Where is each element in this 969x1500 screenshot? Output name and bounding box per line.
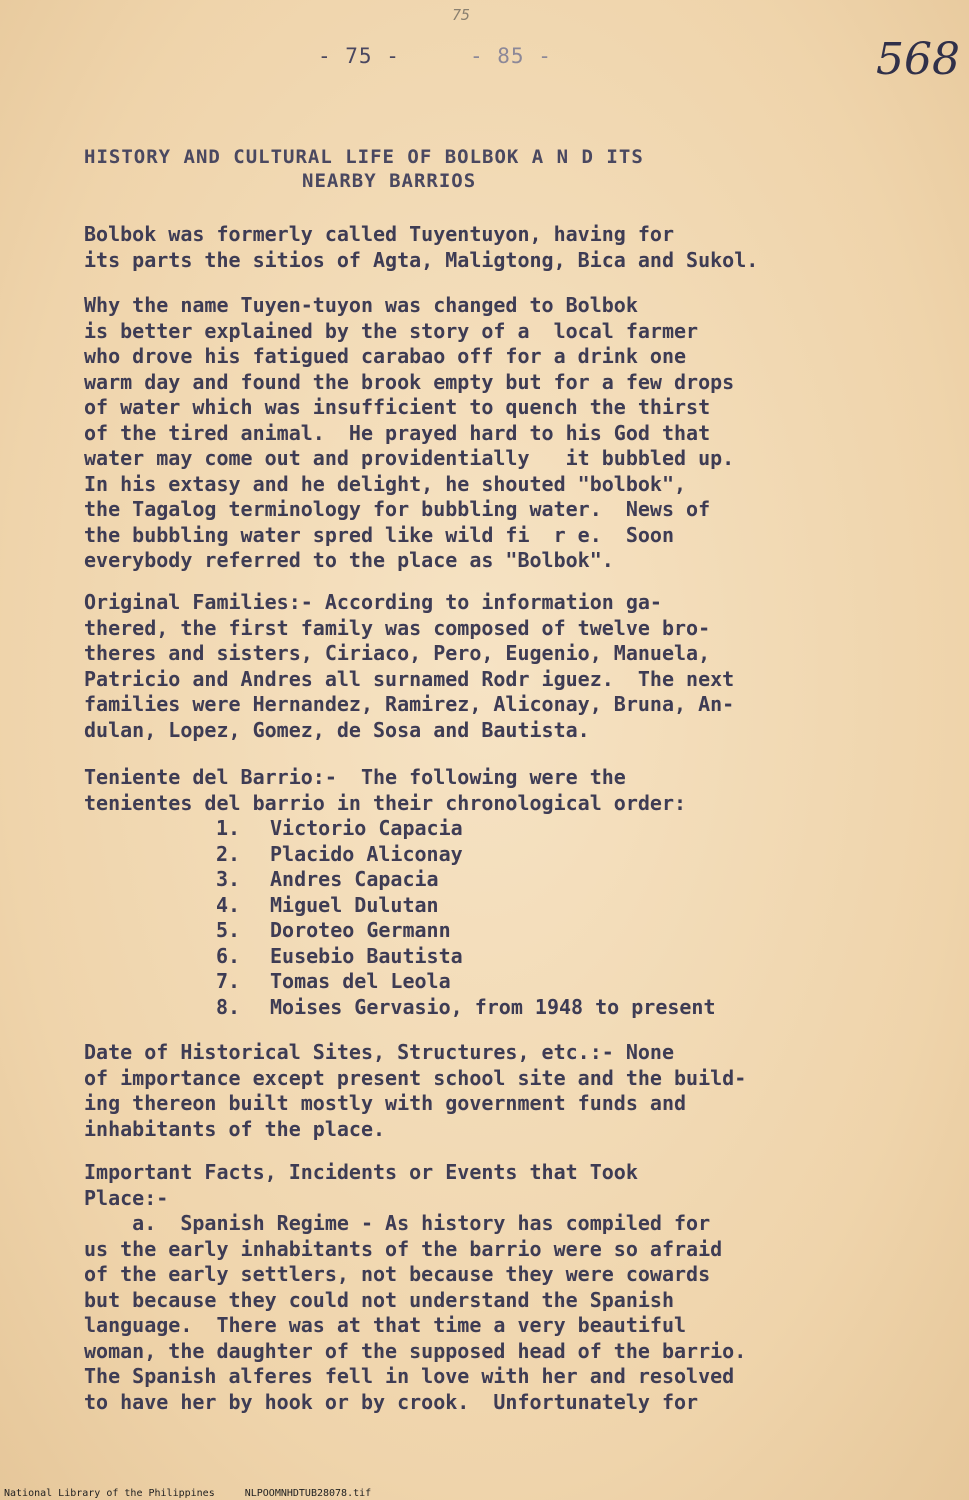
teniente-name: Miguel Dulutan <box>270 892 439 917</box>
footer-library: National Library of the Philippines <box>4 1488 215 1499</box>
scan-footer <box>4 1488 371 1499</box>
teniente-name: Victorio Capacia <box>270 816 463 840</box>
paragraph-historical-sites: Date of Historical Sites, Structures, etc.:- None of importance except present school site and the build- ing thereon built mostly with government funds and inhabitants of the place. <box>84 1040 747 1141</box>
teniente-number: 8. <box>216 994 241 1019</box>
teniente-list-item <box>216 995 716 1021</box>
teniente-number: 3. <box>216 867 241 891</box>
teniente-name: Andres Capacia <box>270 867 439 891</box>
teniente-number: 2. <box>216 841 241 866</box>
teniente-list-item <box>216 918 716 944</box>
teniente-name: Doroteo Germann <box>270 918 451 942</box>
teniente-list <box>216 816 716 1020</box>
teniente-number: 7. <box>216 969 241 993</box>
paragraph-name-origin: Why the name Tuyen-tuyon was changed to Bolbok is better explained by the story of a local farmer who drove his fatigued carabao off for a drink one warm day and found the brook empty but for a few drops of water which was insufficient to quench the thirst of the tired animal. He prayed hard to his God that water may come out and providentially it bubbled up. In his extasy and he delight, he shouted "bolbok", the Tagalog terminology for bubbling water. News of the bubbling water spred like wild fi r e. Soon everybody referred to the place as "Bolbok". <box>84 293 735 572</box>
teniente-list-item <box>216 816 716 842</box>
teniente-number: 6. <box>216 943 241 968</box>
teniente-list-item <box>216 893 716 919</box>
document-title-line-2: NEARBY BARRIOS <box>302 170 477 192</box>
teniente-number: 5. <box>216 918 241 942</box>
document-title-line-1: HISTORY AND CULTURAL LIFE OF BOLBOK A N D ITS <box>84 146 644 168</box>
teniente-number: 4. <box>216 892 241 917</box>
paragraph-original-families: Original Families:- According to information ga- thered, the first family was composed of twelve bro- theres and sisters, Ciriaco, Pero, Eugenio, Manuela, Patricio and Andres all surnamed Rodr iguez. The next families were Hernandez, Ramirez, Aliconay, Bruna, An- dulan, Lopez, Gomez, de Sosa and Bautista. <box>84 590 735 742</box>
teniente-name: Eusebio Bautista <box>270 943 463 968</box>
teniente-name: Moises Gervasio, from 1948 to present <box>270 994 716 1019</box>
teniente-list-item <box>216 969 716 995</box>
paragraph-important-facts-heading: Important Facts, Incidents or Events that Took Place:- <box>84 1160 638 1210</box>
teniente-name: Tomas del Leola <box>270 969 451 993</box>
page-number-struck: - 85 - <box>470 44 552 68</box>
teniente-list-item <box>216 944 716 970</box>
pencil-page-mark: 75 <box>452 6 471 24</box>
paragraph-spanish-regime: a. Spanish Regime - As history has compiled for us the early inhabitants of the barrio were so afraid of the early settlers, not because they were cowards but because they could not understand the Spanish language. There was at that time a very beautiful woman, the daughter of the supposed head of the barrio. The Spanish alferes fell in love with her and resolved to have her by hook or by crook. Unfortunately for <box>84 1211 747 1414</box>
teniente-list-item <box>216 842 716 868</box>
page-number: - 75 - <box>318 44 400 68</box>
teniente-number: 1. <box>216 816 241 840</box>
paragraph-former-name: Bolbok was formerly called Tuyentuyon, having for its parts the sitios of Agta, Maligtong, Bica and Sukol. <box>84 222 759 272</box>
paragraph-teniente-del-barrio: Teniente del Barrio:- The following were the tenientes del barrio in their chronological order: <box>84 765 687 815</box>
teniente-name: Placido Aliconay <box>270 841 463 866</box>
handwritten-folio-number: 568 <box>876 34 960 85</box>
footer-filename: NLPOOMNHDTUB28078.tif <box>244 1488 372 1499</box>
teniente-list-item <box>216 867 716 893</box>
